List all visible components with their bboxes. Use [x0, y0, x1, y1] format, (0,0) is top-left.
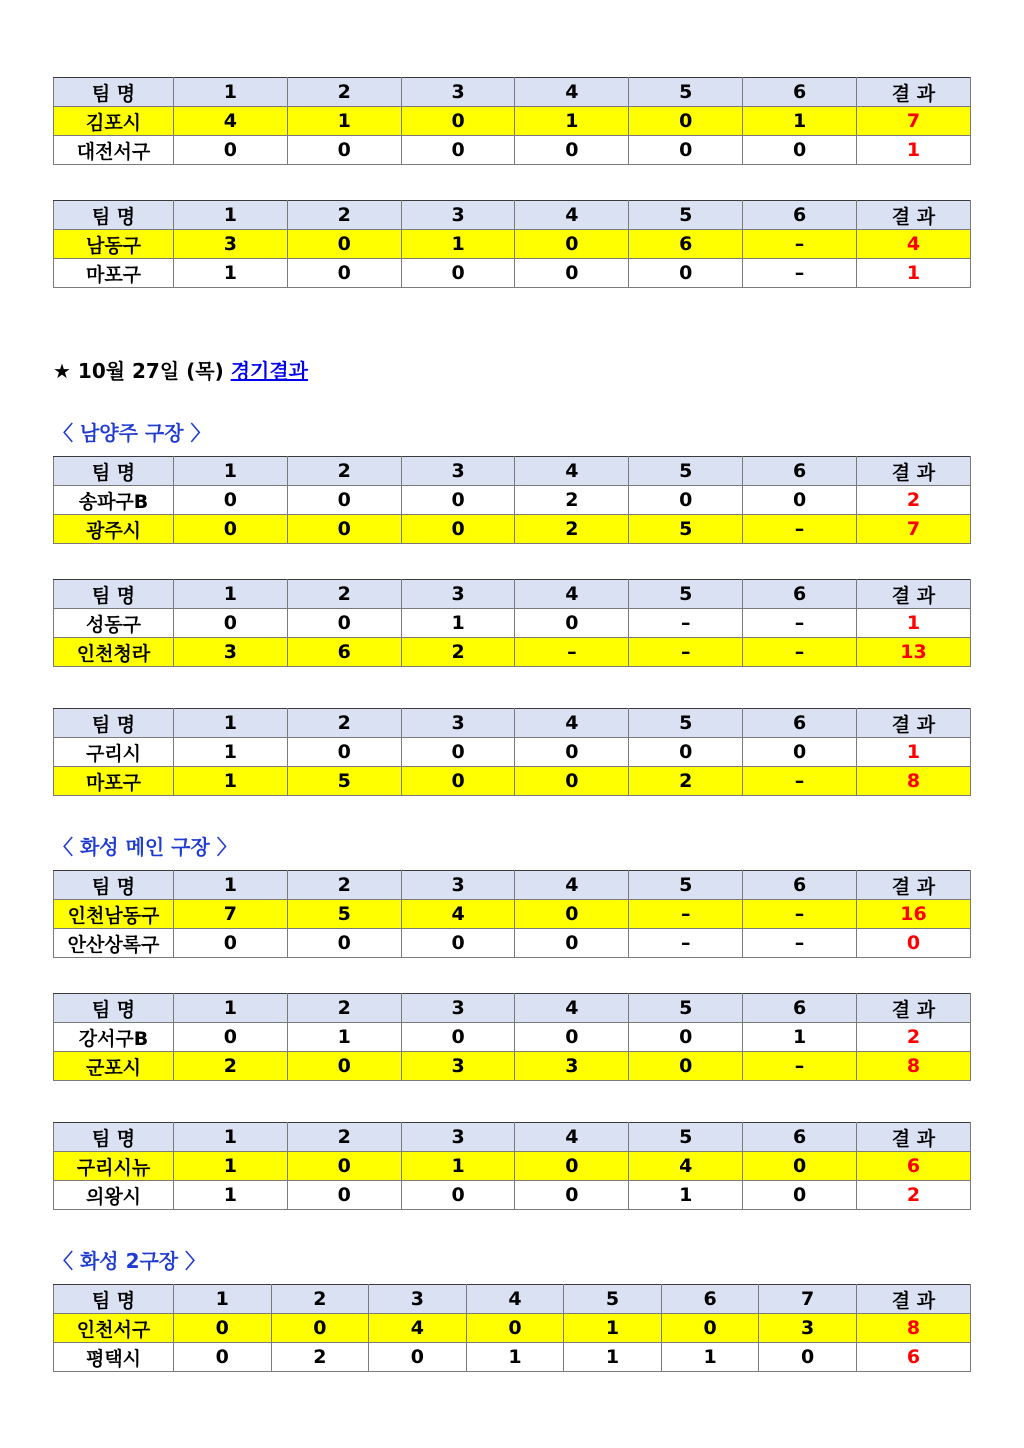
inning-score: 0 — [401, 136, 515, 165]
team-header: 팀 명 — [54, 1123, 174, 1152]
inning-score: 0 — [515, 767, 629, 796]
inning-score: 2 — [401, 638, 515, 667]
inning-score: 1 — [564, 1314, 662, 1343]
inning-score: 0 — [515, 609, 629, 638]
inning-score: – — [629, 929, 743, 958]
inning-header: 1 — [174, 1123, 288, 1152]
inning-score: 4 — [401, 900, 515, 929]
inning-header: 5 — [629, 709, 743, 738]
inning-score: 0 — [287, 929, 401, 958]
inning-header: 6 — [743, 78, 857, 107]
inning-score: 0 — [743, 486, 857, 515]
result-header: 결 과 — [856, 1285, 970, 1314]
team-row — [54, 1181, 971, 1210]
star-icon: ★ — [53, 359, 71, 383]
team-row — [54, 1023, 971, 1052]
final-score: 4 — [856, 230, 970, 259]
inning-score: 0 — [174, 1023, 288, 1052]
inning-score: 0 — [287, 486, 401, 515]
inning-score: 0 — [174, 515, 288, 544]
inning-header: 4 — [515, 201, 629, 230]
final-score: 16 — [856, 900, 970, 929]
inning-score: 0 — [515, 136, 629, 165]
inning-score: 0 — [515, 1152, 629, 1181]
inning-header: 2 — [287, 709, 401, 738]
inning-score: 0 — [466, 1314, 564, 1343]
inning-score: 1 — [287, 107, 401, 136]
inning-score: 0 — [743, 136, 857, 165]
team-name: 구리시뉴 — [54, 1152, 174, 1181]
inning-score: 0 — [515, 929, 629, 958]
team-row — [54, 638, 971, 667]
team-name: 구리시 — [54, 738, 174, 767]
inning-score: 1 — [174, 1152, 288, 1181]
score-table — [53, 456, 971, 544]
team-row — [54, 609, 971, 638]
inning-score: 2 — [515, 486, 629, 515]
inning-score: 0 — [287, 515, 401, 544]
result-header: 결 과 — [856, 580, 970, 609]
header-row — [54, 580, 971, 609]
final-score: 7 — [856, 107, 970, 136]
inning-header: 5 — [629, 201, 743, 230]
inning-score: – — [743, 515, 857, 544]
team-row — [54, 1314, 971, 1343]
inning-score: 3 — [401, 1052, 515, 1081]
team-row — [54, 486, 971, 515]
inning-header: 5 — [629, 580, 743, 609]
inning-header: 4 — [515, 709, 629, 738]
inning-score: – — [743, 929, 857, 958]
inning-score: 0 — [174, 1343, 272, 1372]
inning-score: 0 — [629, 259, 743, 288]
inning-score: – — [743, 259, 857, 288]
final-score: 1 — [856, 259, 970, 288]
inning-header: 5 — [629, 457, 743, 486]
inning-score: 1 — [564, 1343, 662, 1372]
inning-header: 4 — [515, 580, 629, 609]
inning-header: 2 — [287, 457, 401, 486]
final-score: 2 — [856, 1023, 970, 1052]
team-name: 인천남동구 — [54, 900, 174, 929]
inning-header: 5 — [629, 1123, 743, 1152]
inning-header: 1 — [174, 871, 288, 900]
inning-score: 1 — [629, 1181, 743, 1210]
team-header: 팀 명 — [54, 78, 174, 107]
inning-score: 5 — [287, 767, 401, 796]
result-header: 결 과 — [856, 994, 970, 1023]
final-score: 1 — [856, 609, 970, 638]
inning-score: 0 — [629, 1052, 743, 1081]
inning-score: 3 — [174, 230, 288, 259]
inning-score: 0 — [743, 1181, 857, 1210]
inning-score: 2 — [515, 515, 629, 544]
inning-score: 0 — [401, 929, 515, 958]
inning-header: 6 — [743, 201, 857, 230]
inning-header: 7 — [759, 1285, 857, 1314]
inning-score: 0 — [401, 515, 515, 544]
inning-score: 5 — [629, 515, 743, 544]
team-row — [54, 259, 971, 288]
inning-header: 3 — [369, 1285, 467, 1314]
team-row — [54, 1152, 971, 1181]
inning-header: 1 — [174, 994, 288, 1023]
inning-score: 0 — [401, 767, 515, 796]
inning-score: 0 — [629, 136, 743, 165]
team-row — [54, 929, 971, 958]
header-row — [54, 78, 971, 107]
inning-header: 2 — [287, 201, 401, 230]
inning-score: 1 — [743, 107, 857, 136]
final-score: 7 — [856, 515, 970, 544]
team-header: 팀 명 — [54, 871, 174, 900]
inning-score: 0 — [287, 1152, 401, 1181]
inning-score: 0 — [629, 107, 743, 136]
final-score: 6 — [856, 1343, 970, 1372]
inning-header: 2 — [287, 994, 401, 1023]
team-header: 팀 명 — [54, 580, 174, 609]
inning-score: 0 — [515, 1181, 629, 1210]
inning-header: 4 — [515, 1123, 629, 1152]
team-name: 남동구 — [54, 230, 174, 259]
team-row — [54, 515, 971, 544]
inning-score: 6 — [287, 638, 401, 667]
team-name: 군포시 — [54, 1052, 174, 1081]
team-name: 의왕시 — [54, 1181, 174, 1210]
inning-score: 0 — [401, 259, 515, 288]
inning-score: 1 — [401, 609, 515, 638]
inning-score: 0 — [661, 1314, 759, 1343]
inning-score: 1 — [174, 1181, 288, 1210]
inning-header: 1 — [174, 457, 288, 486]
inning-header: 2 — [287, 78, 401, 107]
inning-header: 6 — [743, 994, 857, 1023]
inning-score: 0 — [515, 738, 629, 767]
team-header: 팀 명 — [54, 1285, 174, 1314]
inning-score: 1 — [174, 738, 288, 767]
final-score: 1 — [856, 738, 970, 767]
inning-header: 4 — [515, 871, 629, 900]
result-header: 결 과 — [856, 709, 970, 738]
inning-header: 6 — [743, 871, 857, 900]
inning-score: – — [515, 638, 629, 667]
inning-score: 0 — [743, 738, 857, 767]
inning-score: 0 — [401, 1181, 515, 1210]
team-name: 광주시 — [54, 515, 174, 544]
team-header: 팀 명 — [54, 457, 174, 486]
header-row — [54, 457, 971, 486]
result-header: 결 과 — [856, 201, 970, 230]
inning-header: 1 — [174, 78, 288, 107]
inning-score: 0 — [287, 1052, 401, 1081]
header-row — [54, 709, 971, 738]
inning-score: 2 — [271, 1343, 369, 1372]
inning-score: – — [629, 638, 743, 667]
inning-score: 0 — [287, 738, 401, 767]
team-name: 김포시 — [54, 107, 174, 136]
team-name: 마포구 — [54, 259, 174, 288]
inning-header: 6 — [743, 580, 857, 609]
results-link[interactable]: 경기결과 — [230, 359, 308, 383]
inning-score: 1 — [174, 767, 288, 796]
inning-score: 4 — [369, 1314, 467, 1343]
inning-score: 0 — [401, 738, 515, 767]
inning-score: 4 — [629, 1152, 743, 1181]
team-name: 인천서구 — [54, 1314, 174, 1343]
team-row — [54, 738, 971, 767]
final-score: 13 — [856, 638, 970, 667]
inning-header: 1 — [174, 709, 288, 738]
team-name: 송파구B — [54, 486, 174, 515]
inning-score: – — [743, 767, 857, 796]
header-row — [54, 201, 971, 230]
inning-header: 2 — [271, 1285, 369, 1314]
venue-heading: 〈 화성 2구장 〉 — [53, 1249, 206, 1273]
team-name: 안산상록구 — [54, 929, 174, 958]
final-score: 8 — [856, 1314, 970, 1343]
final-score: 8 — [856, 767, 970, 796]
inning-header: 4 — [515, 78, 629, 107]
inning-score: 0 — [174, 609, 288, 638]
team-row — [54, 1343, 971, 1372]
venue-heading: 〈 화성 메인 구장 〉 — [53, 835, 237, 859]
final-score: 1 — [856, 136, 970, 165]
date-text: 10월 27일 (목) — [77, 359, 224, 383]
inning-score: – — [743, 638, 857, 667]
team-name: 마포구 — [54, 767, 174, 796]
inning-score: 1 — [661, 1343, 759, 1372]
inning-score: 7 — [174, 900, 288, 929]
inning-header: 4 — [515, 994, 629, 1023]
score-table — [53, 77, 971, 165]
final-score: 0 — [856, 929, 970, 958]
final-score: 2 — [856, 486, 970, 515]
inning-header: 2 — [287, 1123, 401, 1152]
inning-header: 6 — [743, 709, 857, 738]
team-row — [54, 767, 971, 796]
inning-score: 0 — [401, 1023, 515, 1052]
inning-header: 5 — [564, 1285, 662, 1314]
score-table — [53, 200, 971, 288]
inning-score: 4 — [174, 107, 288, 136]
final-score: 8 — [856, 1052, 970, 1081]
inning-score: 1 — [401, 230, 515, 259]
inning-score: 1 — [174, 259, 288, 288]
header-row — [54, 871, 971, 900]
inning-header: 1 — [174, 1285, 272, 1314]
inning-score: 0 — [515, 259, 629, 288]
inning-header: 5 — [629, 871, 743, 900]
inning-score: 0 — [174, 486, 288, 515]
inning-header: 3 — [401, 580, 515, 609]
inning-header: 2 — [287, 871, 401, 900]
team-row — [54, 900, 971, 929]
result-header: 결 과 — [856, 871, 970, 900]
inning-score: 0 — [174, 136, 288, 165]
team-row — [54, 230, 971, 259]
inning-header: 6 — [743, 457, 857, 486]
team-row — [54, 136, 971, 165]
team-header: 팀 명 — [54, 201, 174, 230]
inning-header: 3 — [401, 1123, 515, 1152]
inning-header: 1 — [174, 580, 288, 609]
inning-score: 3 — [759, 1314, 857, 1343]
inning-score: 6 — [629, 230, 743, 259]
header-row — [54, 1285, 971, 1314]
header-row — [54, 994, 971, 1023]
team-row — [54, 107, 971, 136]
inning-score: 0 — [759, 1343, 857, 1372]
inning-score: 1 — [515, 107, 629, 136]
inning-score: – — [743, 900, 857, 929]
score-table — [53, 870, 971, 958]
score-table — [53, 579, 971, 667]
team-name: 평택시 — [54, 1343, 174, 1372]
team-name: 대전서구 — [54, 136, 174, 165]
inning-score: 1 — [287, 1023, 401, 1052]
final-score: 6 — [856, 1152, 970, 1181]
inning-score: 3 — [515, 1052, 629, 1081]
team-name: 강서구B — [54, 1023, 174, 1052]
inning-score: 0 — [287, 1181, 401, 1210]
inning-score: 0 — [174, 1314, 272, 1343]
score-table — [53, 993, 971, 1081]
inning-score: 0 — [629, 486, 743, 515]
inning-header: 3 — [401, 457, 515, 486]
inning-header: 6 — [661, 1285, 759, 1314]
inning-score: 0 — [515, 230, 629, 259]
inning-score: 0 — [271, 1314, 369, 1343]
inning-score: 5 — [287, 900, 401, 929]
score-table — [53, 1284, 971, 1372]
team-row — [54, 1052, 971, 1081]
inning-score: 0 — [174, 929, 288, 958]
team-name: 성동구 — [54, 609, 174, 638]
inning-score: 0 — [743, 1152, 857, 1181]
inning-score: 0 — [401, 107, 515, 136]
team-name: 인천청라 — [54, 638, 174, 667]
inning-score: 0 — [515, 900, 629, 929]
inning-header: 4 — [466, 1285, 564, 1314]
inning-score: 0 — [629, 738, 743, 767]
score-table — [53, 708, 971, 796]
inning-score: – — [629, 900, 743, 929]
inning-header: 5 — [629, 78, 743, 107]
inning-score: – — [743, 609, 857, 638]
result-header: 결 과 — [856, 78, 970, 107]
inning-score: 0 — [287, 136, 401, 165]
inning-score: 0 — [515, 1023, 629, 1052]
inning-header: 5 — [629, 994, 743, 1023]
inning-score: 2 — [629, 767, 743, 796]
inning-score: 0 — [401, 486, 515, 515]
team-header: 팀 명 — [54, 994, 174, 1023]
inning-score: 0 — [369, 1343, 467, 1372]
inning-score: 1 — [466, 1343, 564, 1372]
inning-score: 0 — [287, 230, 401, 259]
inning-score: – — [629, 609, 743, 638]
inning-header: 3 — [401, 78, 515, 107]
inning-header: 1 — [174, 201, 288, 230]
inning-score: – — [743, 1052, 857, 1081]
header-row — [54, 1123, 971, 1152]
inning-score: – — [743, 230, 857, 259]
result-header: 결 과 — [856, 1123, 970, 1152]
inning-score: 1 — [743, 1023, 857, 1052]
score-table — [53, 1122, 971, 1210]
inning-score: 0 — [287, 259, 401, 288]
inning-header: 4 — [515, 457, 629, 486]
inning-header: 6 — [743, 1123, 857, 1152]
result-header: 결 과 — [856, 457, 970, 486]
inning-header: 3 — [401, 709, 515, 738]
inning-score: 1 — [401, 1152, 515, 1181]
inning-header: 2 — [287, 580, 401, 609]
team-header: 팀 명 — [54, 709, 174, 738]
inning-score: 0 — [287, 609, 401, 638]
final-score: 2 — [856, 1181, 970, 1210]
inning-header: 3 — [401, 994, 515, 1023]
date-heading — [53, 355, 308, 384]
inning-header: 3 — [401, 871, 515, 900]
inning-score: 2 — [174, 1052, 288, 1081]
inning-score: 0 — [629, 1023, 743, 1052]
inning-header: 3 — [401, 201, 515, 230]
venue-heading: 〈 남양주 구장 〉 — [53, 421, 211, 445]
inning-score: 3 — [174, 638, 288, 667]
